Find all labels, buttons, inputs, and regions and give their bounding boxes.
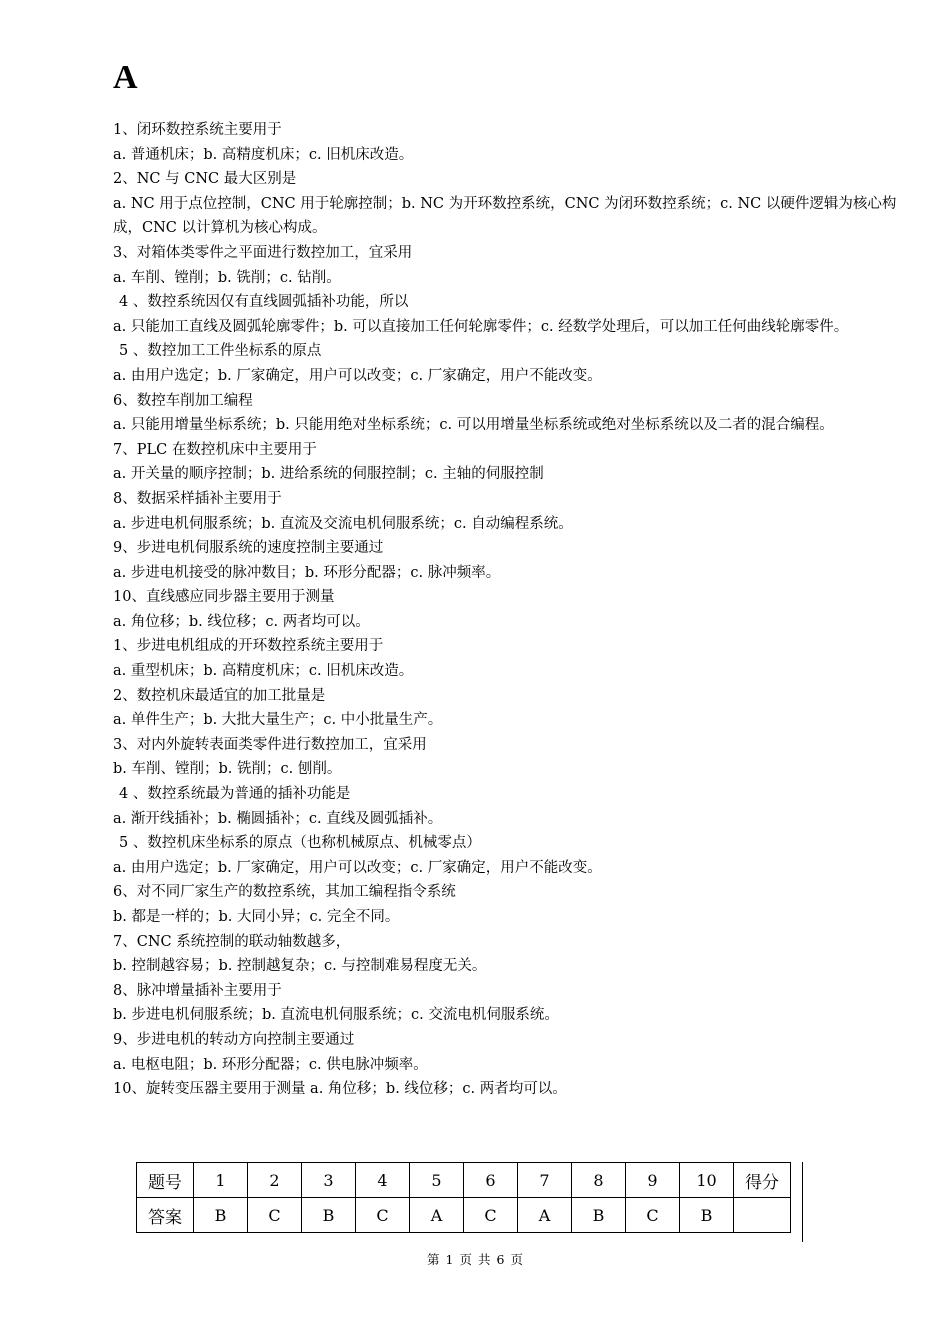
question-list — [113, 118, 908, 1102]
text-line: a. 车削、镗削；b. 铣削；c. 钻削。 — [113, 269, 341, 286]
text-line: 10、直线感应同步器主要用于测量 — [113, 589, 335, 606]
answer-cell: A — [518, 1198, 572, 1233]
question-number-cell: 5 — [410, 1163, 464, 1198]
question-number-cell: 1 — [194, 1163, 248, 1198]
page-number: 1 — [445, 1252, 454, 1267]
text-line: 7、PLC 在数控机床中主要用于 — [113, 441, 317, 458]
text-line: 2、数控机床最适宜的加工批量是 — [113, 687, 326, 704]
footer-text: 页 — [459, 1252, 472, 1267]
section-title: A — [113, 59, 138, 96]
text-line: a. 普通机床；b. 高精度机床；c. 旧机床改造。 — [113, 146, 414, 163]
text-line: 4 、数控系统因仅有直线圆弧插补功能，所以 — [119, 294, 409, 311]
text-line: 5 、数控加工工件坐标系的原点 — [119, 343, 322, 360]
text-line: 6、对不同厂家生产的数控系统，其加工编程指令系统 — [113, 884, 456, 901]
text-line: 8、脉冲增量插补主要用于 — [113, 982, 282, 999]
text-line: a. 只能用增量坐标系统；b. 只能用绝对坐标系统；c. 可以用增量坐标系统或绝对坐标系统以及二者的混合编程。 — [113, 417, 834, 434]
answer-cell: C — [626, 1198, 680, 1233]
answer-cell: C — [356, 1198, 410, 1233]
question-number-cell: 6 — [464, 1163, 518, 1198]
answer-header: 答案 — [137, 1198, 194, 1233]
text-line: 1、闭环数控系统主要用于 — [113, 122, 282, 138]
text-line: a. 由用户选定；b. 厂家确定，用户可以改变；c. 厂家确定，用户不能改变。 — [113, 367, 602, 384]
text-line: b. 车削、镗削；b. 铣削；c. 刨削。 — [113, 761, 342, 778]
text-line: a. 由用户选定；b. 厂家确定，用户可以改变；c. 厂家确定，用户不能改变。 — [113, 859, 602, 876]
text-line: 1、步进电机组成的开环数控系统主要用于 — [113, 638, 384, 655]
text-line: 2、NC 与 CNC 最大区别是 — [113, 171, 297, 188]
text-line: 4 、数控系统最为普通的插补功能是 — [119, 786, 351, 803]
text-line: 5 、数控机床坐标系的原点（也称机械原点、机械零点） — [119, 835, 481, 852]
answer-cell: B — [680, 1198, 734, 1233]
score-header: 得分 — [734, 1163, 791, 1198]
text-line: 9、步进电机的转动方向控制主要通过 — [113, 1031, 355, 1048]
page-footer — [0, 1250, 950, 1268]
footer-text: 第 — [427, 1252, 440, 1267]
answer-cell: A — [410, 1198, 464, 1233]
answer-cell: B — [194, 1198, 248, 1233]
page-total: 6 — [496, 1252, 505, 1267]
text-line: a. 角位移；b. 线位移；c. 两者均可以。 — [113, 613, 370, 630]
text-line: 3、对箱体类零件之平面进行数控加工，宜采用 — [113, 244, 413, 261]
text-line: a. 渐开线插补；b. 椭圆插补；c. 直线及圆弧插补。 — [113, 810, 443, 827]
answer-cell: C — [248, 1198, 302, 1233]
text-line: b. 步进电机伺服系统；b. 直流电机伺服系统；c. 交流电机伺服系统。 — [113, 1007, 559, 1024]
text-line: a. 开关量的顺序控制；b. 进给系统的伺服控制；c. 主轴的伺服控制 — [113, 466, 544, 483]
text-line: a. 重型机床；b. 高精度机床；c. 旧机床改造。 — [113, 663, 414, 680]
answer-cell: B — [572, 1198, 626, 1233]
text-line: a. 步进电机伺服系统；b. 直流及交流电机伺服系统；c. 自动编程系统。 — [113, 515, 573, 532]
text-line: a. 电枢电阻；b. 环形分配器；c. 供电脉冲频率。 — [113, 1056, 428, 1073]
question-number-cell: 9 — [626, 1163, 680, 1198]
margin-rule — [802, 1162, 803, 1242]
question-number-cell: 8 — [572, 1163, 626, 1198]
answer-cell: C — [464, 1198, 518, 1233]
text-line: a. NC 用于点位控制，CNC 用于轮廓控制；b. NC 为开环数控系统，CNC 为闭环数控系统；c. NC 以硬件逻辑为核心构成，CNC 以计算机为核心构成。 — [113, 195, 897, 237]
question-number-header: 题号 — [137, 1163, 194, 1198]
text-line: b. 控制越容易；b. 控制越复杂；c. 与控制难易程度无关。 — [113, 958, 487, 975]
score-cell — [734, 1198, 791, 1233]
question-number-cell: 7 — [518, 1163, 572, 1198]
question-number-cell: 10 — [680, 1163, 734, 1198]
text-line: b. 都是一样的；b. 大同小异；c. 完全不同。 — [113, 909, 400, 925]
text-line: 7、CNC 系统控制的联动轴数越多， — [113, 933, 351, 950]
text-line: a. 步进电机接受的脉冲数目；b. 环形分配器；c. 脉冲频率。 — [113, 564, 501, 581]
footer-text: 共 — [478, 1252, 491, 1267]
text-line: 8、数据采样插补主要用于 — [113, 490, 282, 507]
question-number-cell: 2 — [248, 1163, 302, 1198]
table-row-answers — [137, 1198, 791, 1233]
table-row-question-numbers — [137, 1163, 791, 1198]
text-line: a. 只能加工直线及圆弧轮廓零件；b. 可以直接加工任何轮廓零件；c. 经数学处理后，可以加工任何曲线轮廓零件。 — [113, 318, 849, 335]
question-number-cell: 3 — [302, 1163, 356, 1198]
answer-table-wrapper — [136, 1162, 791, 1233]
text-line: a. 单件生产；b. 大批大量生产；c. 中小批量生产。 — [113, 712, 443, 729]
footer-text: 页 — [510, 1252, 523, 1267]
question-number-cell: 4 — [356, 1163, 410, 1198]
text-line: 10、旋转变压器主要用于测量 a. 角位移；b. 线位移；c. 两者均可以。 — [113, 1081, 567, 1098]
text-line: 6、数控车削加工编程 — [113, 392, 253, 409]
text-line: 3、对内外旋转表面类零件进行数控加工，宜采用 — [113, 736, 427, 753]
answer-cell: B — [302, 1198, 356, 1233]
answer-table — [136, 1162, 791, 1233]
text-line: 9、步进电机伺服系统的速度控制主要通过 — [113, 540, 384, 557]
